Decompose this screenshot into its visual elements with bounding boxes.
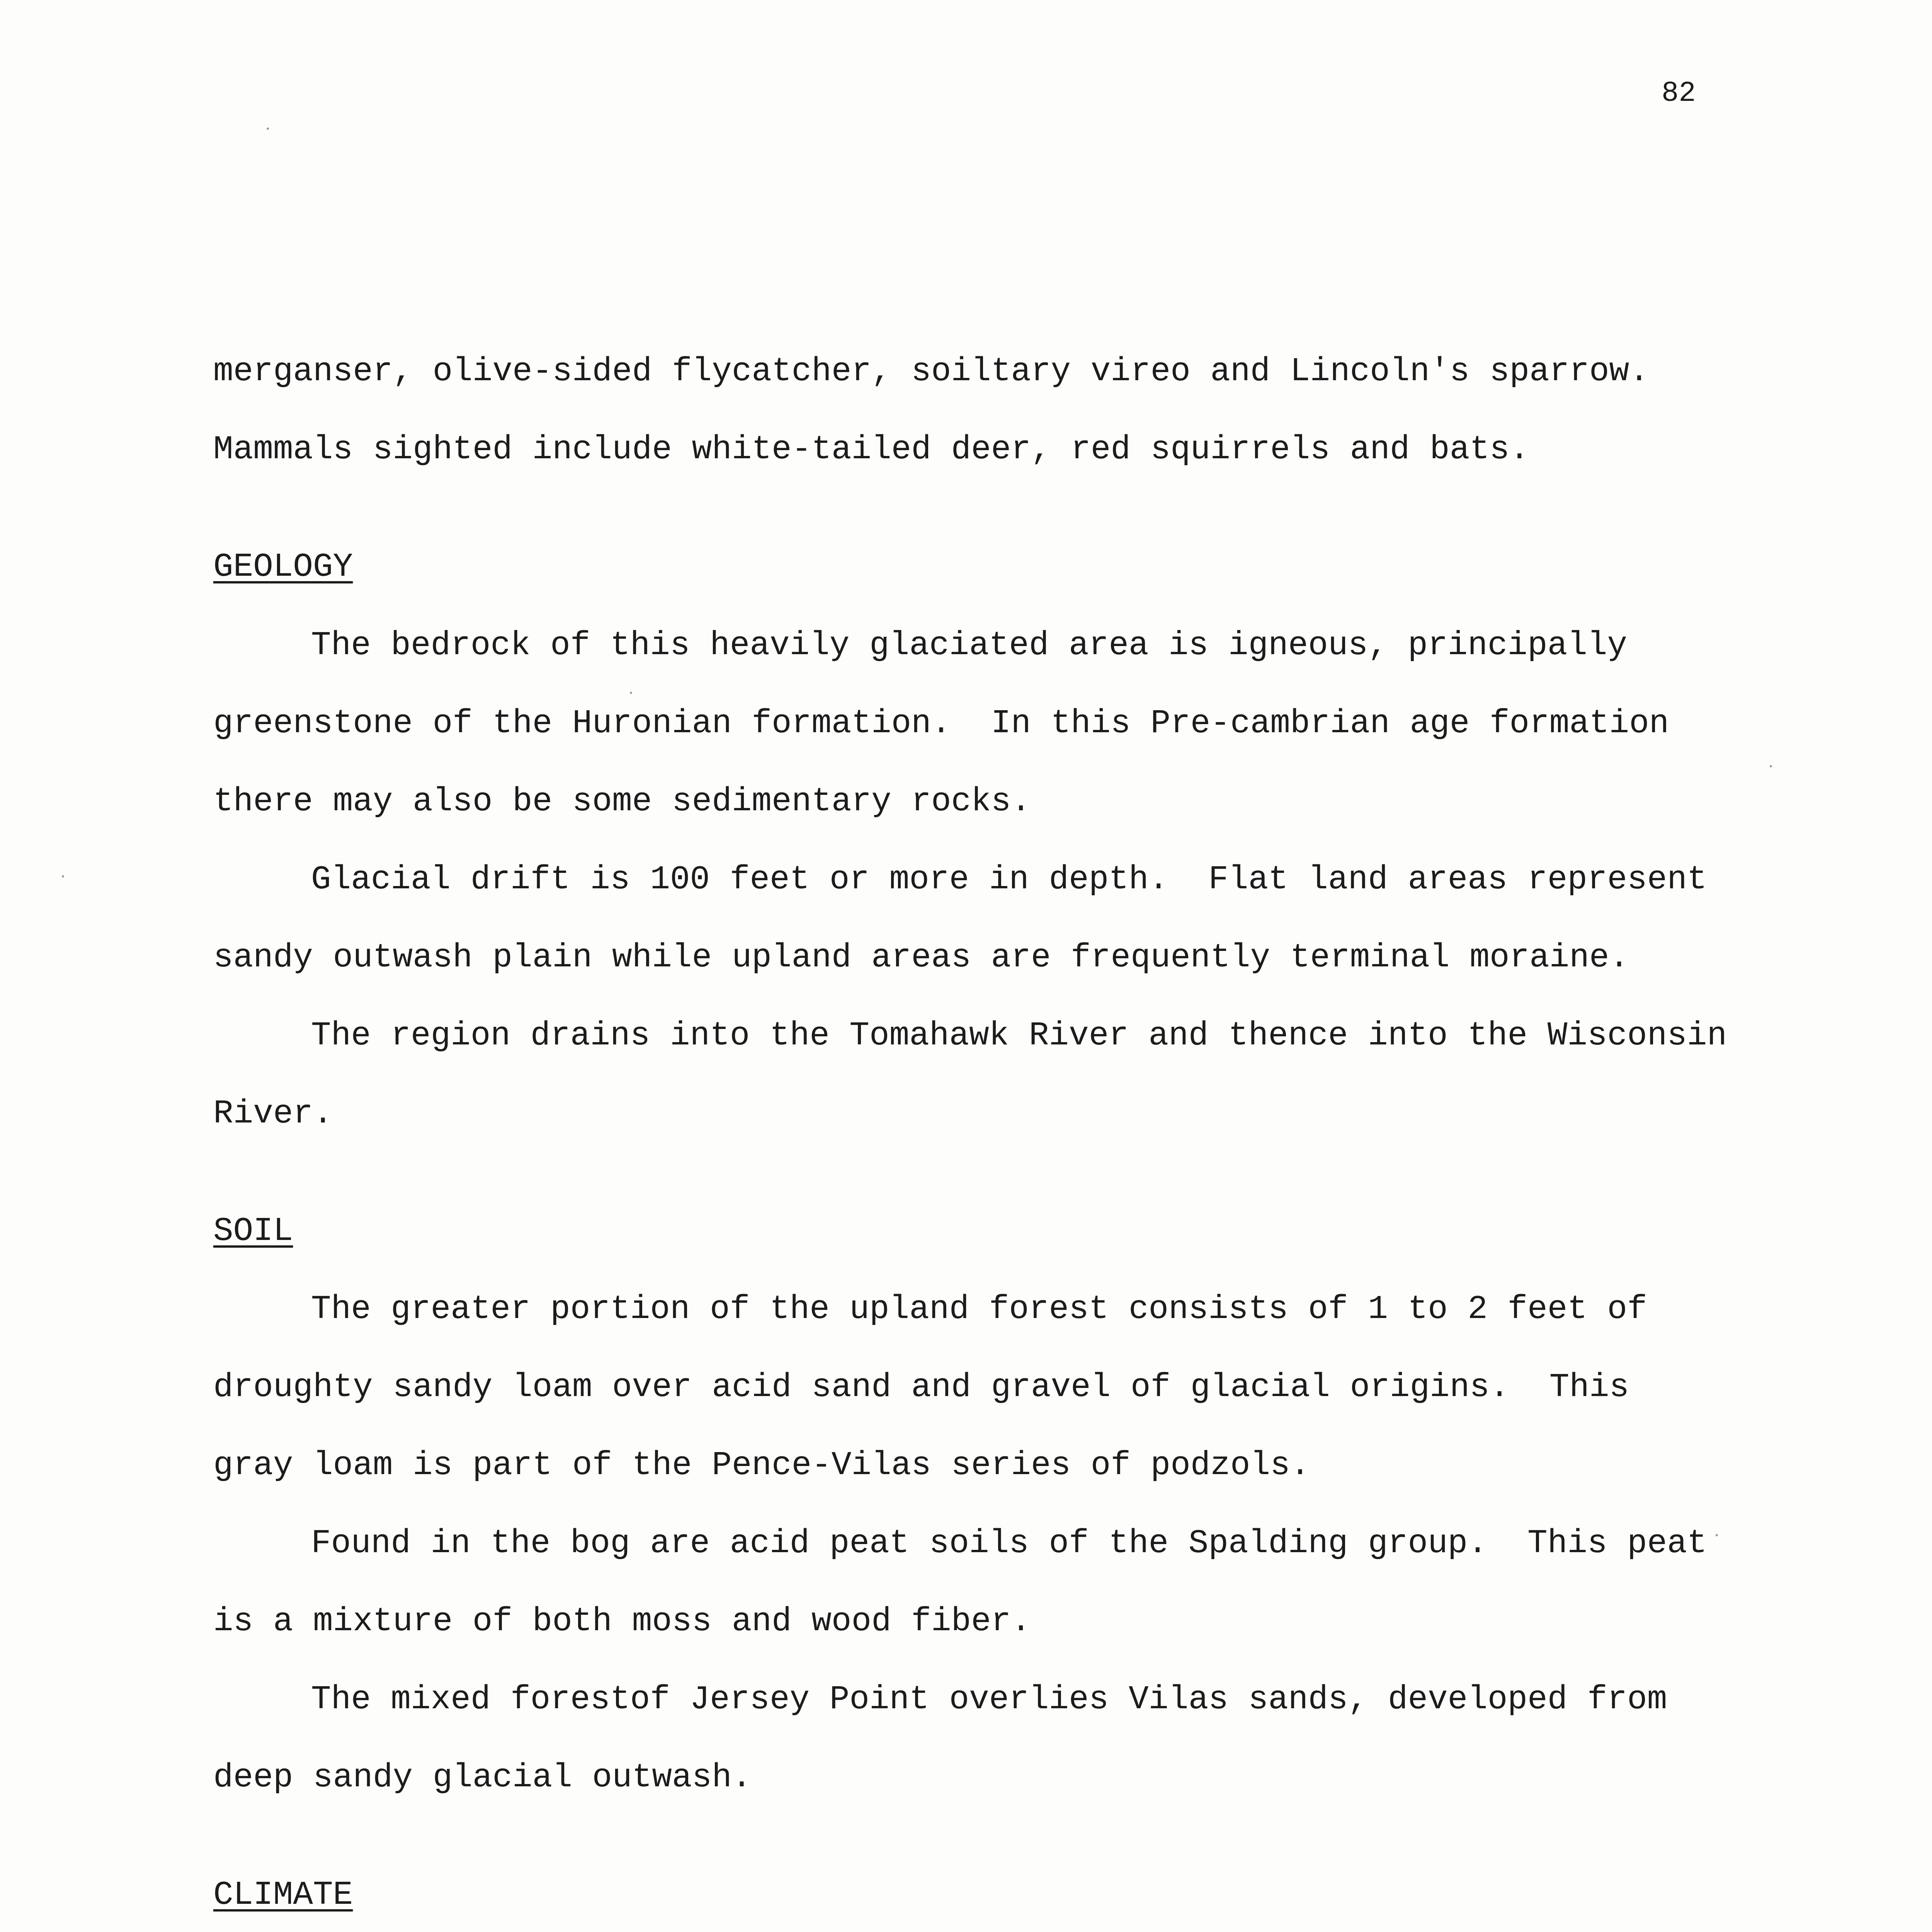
geology-p1-line-2: greenstone of the Huronian formation. In this Pre-cambrian age formation (213, 704, 1669, 742)
scan-speck (1716, 1534, 1718, 1536)
climate-heading: CLIMATE (213, 1876, 353, 1914)
geology-p3-line-2: River. (213, 1095, 333, 1133)
page-number: 82 (1662, 77, 1696, 110)
soil-p2-line-1: Found in the bog are acid peat soils of the Spalding group. This peat (311, 1524, 1707, 1562)
soil-p3-line-2: deep sandy glacial outwash. (213, 1759, 752, 1796)
scan-speck (630, 692, 632, 694)
geology-p2-line-2: sandy outwash plain while upland areas are frequently terminal moraine. (213, 939, 1629, 976)
soil-p3-line-1: The mixed forestof Jersey Point overlies Vilas sands, developed from (311, 1680, 1667, 1718)
scan-speck (62, 875, 64, 878)
scan-speck (1770, 765, 1772, 767)
soil-p1-line-3: gray loam is part of the Pence-Vilas series of podzols. (213, 1446, 1310, 1484)
geology-p3-line-1: The region drains into the Tomahawk River and thence into the Wisconsin (311, 1017, 1727, 1054)
soil-heading: SOIL (213, 1212, 293, 1250)
intro-line-2: Mammals sighted include white-tailed deer, red squirrels and bats. (213, 430, 1530, 468)
geology-p1-line-1: The bedrock of this heavily glaciated area is igneous, principally (311, 626, 1628, 664)
intro-line-1: merganser, olive-sided flycatcher, soiltary vireo and Lincoln's sparrow. (213, 352, 1649, 390)
soil-p2-line-2: is a mixture of both moss and wood fiber. (213, 1602, 1031, 1640)
geology-p2-line-1: Glacial drift is 100 feet or more in depth. Flat land areas represent (311, 861, 1707, 898)
scan-speck (267, 128, 269, 130)
soil-p1-line-1: The greater portion of the upland forest consists of 1 to 2 feet of (311, 1290, 1647, 1328)
geology-heading: GEOLOGY (213, 548, 353, 586)
soil-p1-line-2: droughty sandy loam over acid sand and gravel of glacial origins. This (213, 1368, 1629, 1406)
geology-p1-line-3: there may also be some sedimentary rocks. (213, 782, 1031, 820)
